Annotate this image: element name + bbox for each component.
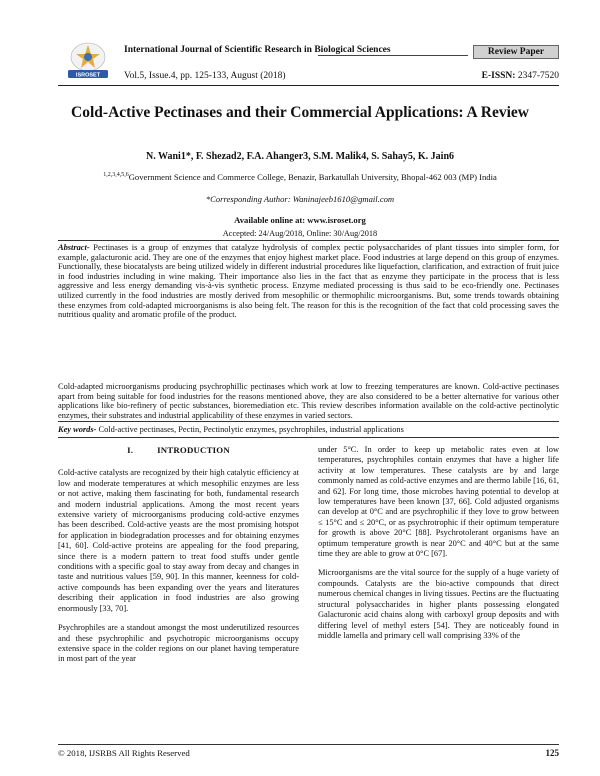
keywords-label: Key words- [58, 425, 97, 434]
body-paragraph: under 5°C. In order to keep up metabolic rates even at low temperatures, psychrophiles contain enzymes that have a higher life activity at low temperatures. These catalysts are by and large commonly named as cold-active enzymes and are thermo labile [16, 61, and 62]. For long time, those microbes having potential to develop at low temperatures have been known [37, 66]. Cold adjusted organisms can develop at 0°C and are psychrophilic if they love to grow between ≤ 15°C and ≤ 20°C, or as psychrotrophic if their optimum temperature for growth is above 20°C [88]. Psychrotolerant organisms have an optimum temperature growth is near 20°C and 40°C but at the same time they are able to grow at 0°C [67]. [318, 445, 559, 559]
body-paragraph: Cold-active catalysts are recognized by their high catalytic efficiency at low and moderate temperatures at which mesophilic enzymes are less or not active, making them fascinating for both, fundamental research and modern industrial applications. Among the most recent years extensive variety of microorganisms producing cold-active enzymes has been described. Cold-active yeasts are the most promising hotspot for application in biodegradation processes and for obtaining enzymes [41, 60]. Cold-active proteins are appealing for the food preparing, since there is a modern pattern to treat food stuffs under gentle conditions with a specific goal to stay away from decay and changes in taste and nutritious values [59, 90]. In this manner, keenness for cold-active compounds has been expanding over the years and literatures describing their application in food industries are also growing enormously [33, 70]. [58, 468, 299, 613]
abstract-label: Abstract- [58, 243, 90, 252]
keywords [58, 425, 559, 434]
journal-name: International Journal of Scientific Research in Biological Sciences [124, 45, 391, 55]
journal-logo [60, 40, 116, 80]
copyright: © 2018, IJSRBS All Rights Reserved [58, 748, 190, 758]
journal-name-rule [318, 55, 468, 56]
keywords-top-rule [58, 421, 559, 422]
abstract-paragraph-2: Cold-adapted microorganisms producing psychrophillic pectinases which work at low to freezing temperatures are known. Cold-active pectinases apart from being suitable for food industries for the reasons mentioned above, they are also considered to be a better alternative for various other applications like bio-refinery of pectic substances, bioremediation etc. This review describes information available on the cold-active pectinolytic enzymes, their substrates and industrial applicability of these enzymes in varied sectors. [58, 382, 559, 420]
abstract-text: Pectinases is a group of enzymes that catalyze hydrolysis of complex pectic polysaccharides of plant tissues into simpler form, for example, galacturonic acid. They are one of the enzymes that enjoy highest market place. Food industries at large depend on this group of enzymes. Functionally, these biocatalysts are being utilized widely in different industrial procedures like liquefaction, clarification, and extraction of fruit juice in food industries including in wine making. Their importance also lies in the fact that as enzyme they participate in the process that is less aggressive and less energy demanding vis-à-vis synthetic process. Enzyme mediated processing is thus said to be eco-friendly one. Pectinases utilized currently in the food industries are mostly derived from mesophilic or thermophilic microorganisms. But, some trends towards obtaining these enzymes from cold-adapted microorganisms is also being felt. The reason for this is the recognition of the fact that cold processing saves the nutritious quality and aromatic profile of the product. [58, 243, 559, 320]
abstract-top-rule [58, 240, 559, 241]
publication-dates: Accepted: 24/Aug/2018, Online: 30/Aug/2018 [222, 229, 378, 238]
eissn-value: 2347-7520 [515, 71, 559, 81]
paper-type-badge: Review Paper [473, 45, 559, 59]
keywords-text: Cold-active pectinases, Pectin, Pectinolytic enzymes, psychrophiles, industrial applications [96, 425, 404, 434]
body-paragraph: Microorganisms are the vital source for the supply of a huge variety of compounds. Catalysts are the bio-active compounds that direct numerous chemical changes in living tissues. Pectins are the fluctuating structural polysaccharides in higher plants possessing elongated Galacturonic acid chains along with carboxyl group deposits and with differing level of methyl esters [54]. They are noticeably found in middle lamella and primary cell wall comprising 33% of the [318, 568, 559, 640]
available-online: Available online at: www.isroset.org [234, 215, 366, 225]
eissn [482, 71, 559, 81]
body-right-column [318, 445, 559, 650]
eissn-label: E-ISSN: [481, 71, 516, 81]
abstract [58, 243, 559, 320]
author-list: N. Wani1*, F. Shezad2, F.A. Ahanger3, S.M. Malik4, S. Sahay5, K. Jain6 [145, 151, 455, 162]
footer-rule [58, 744, 559, 745]
page-number: 125 [545, 748, 559, 758]
affiliation-superscript: 1,2,3,4,5,6 [103, 172, 129, 179]
affiliation [58, 172, 542, 182]
volume-info: Vol.5, Issue.4, pp. 125-133, August (2018) [124, 71, 286, 81]
affiliation-text: Government Science and Commerce College, Benazir, Barkatullah University, Bhopal-462 003 (MP) India [128, 172, 497, 182]
section-heading-introduction: I. INTRODUCTION [127, 445, 230, 455]
body-paragraph: Psychrophiles are a standout amongst the most underutilized resources and these psychrophilic and psychotropic microorganisms occupy extensive space in the colder regions on our planet having temperature in most part of the year [58, 623, 299, 664]
paper-title: Cold-Active Pectinases and their Commercial Applications: A Review [71, 104, 529, 121]
header-rule [58, 85, 559, 86]
corresponding-author: *Corresponding Author: Waninajeeb1610@gmail.com [205, 194, 395, 204]
body-left-column [58, 445, 299, 674]
logo-text: ISROSET [75, 72, 101, 79]
keywords-bottom-rule [58, 437, 559, 438]
